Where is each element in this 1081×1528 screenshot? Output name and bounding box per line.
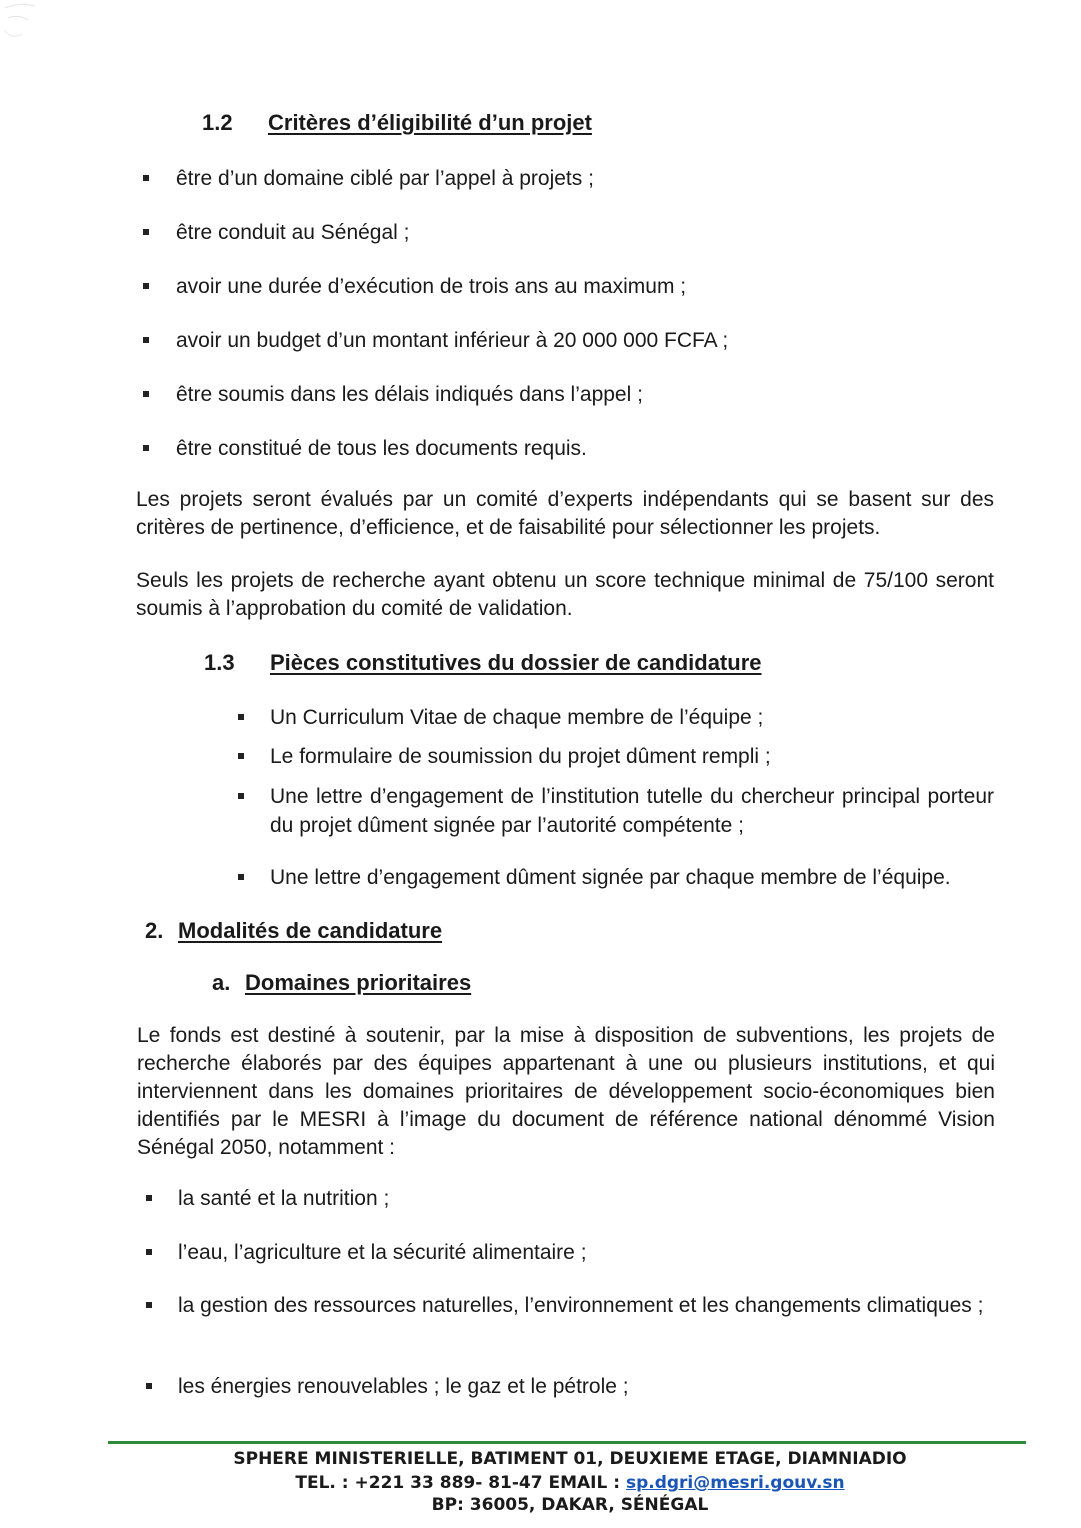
footer-email-link[interactable]: sp.dgri@mesri.gouv.sn <box>625 1473 845 1493</box>
footer-tel: TEL. : +221 33 889- 81-47 EMAIL : <box>295 1473 626 1493</box>
list-item-text: Un Curriculum Vitae de chaque membre de l’équipe ; <box>270 706 764 729</box>
scan-smudge <box>0 0 60 70</box>
footer-contact <box>100 1473 1040 1493</box>
list-item-text: la gestion des ressources naturelles, l’environnement et les changements climatiques ; <box>178 1294 984 1317</box>
section-title: Domaines prioritaires <box>245 970 472 995</box>
bullet-icon <box>143 445 149 451</box>
bullet-icon <box>146 1195 152 1201</box>
section-title: Modalités de candidature <box>178 918 443 943</box>
bullet-icon <box>146 1383 152 1389</box>
bullet-icon <box>238 874 244 880</box>
section-heading-1-3 <box>204 650 762 676</box>
bullet-icon <box>238 793 244 799</box>
section-title: Pièces constitutives du dossier de candidature <box>270 650 762 675</box>
paragraph-evaluation: Les projets seront évalués par un comité d’experts indépendants qui se basent sur des critères de pertinence, d’efficience, et de faisabilité pour sélectionner les projets. <box>136 488 994 539</box>
footer-address: SPHERE MINISTERIELLE, BATIMENT 01, DEUXIEME ETAGE, DIAMNIADIO <box>233 1449 907 1469</box>
section-heading-2 <box>145 918 442 944</box>
list-item-text: les énergies renouvelables ; le gaz et le pétrole ; <box>178 1375 629 1398</box>
section-number: a. <box>212 970 231 995</box>
list-item-text: la santé et la nutrition ; <box>178 1187 390 1210</box>
bullet-icon <box>143 283 149 289</box>
section-number: 1.3 <box>204 650 235 675</box>
list-item-text: Le formulaire de soumission du projet dûment rempli ; <box>270 745 771 768</box>
list-item-text: l’eau, l’agriculture et la sécurité alimentaire ; <box>178 1241 587 1264</box>
section-number: 1.2 <box>202 110 233 135</box>
list-item-text: Une lettre d’engagement dûment signée par chaque membre de l’équipe. <box>270 866 951 889</box>
paragraph-fund: Le fonds est destiné à soutenir, par la mise à disposition de subventions, les projets de recherche élaborés par des équipes appartenant à une ou plusieurs institutions, et qui interviennent dans les domaines prioritaires de développement socio-économiques bien identifiés par le MESRI à l’image du document de référence national dénommé Vision Sénégal 2050, notamment : <box>137 1024 995 1159</box>
section-heading-2a <box>212 970 471 996</box>
footer-bp: BP: 36005, DAKAR, SÉNÉGAL <box>431 1495 709 1515</box>
list-item-text: Une lettre d’engagement de l’institution tutelle du chercheur principal porteur du projet dûment signée par l’autorité compétente ; <box>270 785 994 837</box>
list-item-text: avoir un budget d’un montant inférieur à 20 000 000 FCFA ; <box>176 329 729 352</box>
list-item-text: avoir une durée d’exécution de trois ans au maximum ; <box>176 275 687 298</box>
list-item-text: être soumis dans les délais indiqués dans l’appel ; <box>176 383 643 406</box>
footer-rule <box>108 1441 1026 1444</box>
list-item-text: être d’un domaine ciblé par l’appel à projets ; <box>176 167 594 190</box>
section-title: Critères d’éligibilité d’un projet <box>268 110 592 135</box>
bullet-icon <box>143 229 149 235</box>
paragraph-score: Seuls les projets de recherche ayant obtenu un score technique minimal de 75/100 seront soumis à l’approbation du comité de validation. <box>136 569 994 620</box>
bullet-icon <box>238 714 244 720</box>
bullet-icon <box>143 337 149 343</box>
bullet-icon <box>146 1249 152 1255</box>
bullet-icon <box>146 1302 152 1308</box>
section-number: 2. <box>145 918 164 943</box>
list-item-text: être constitué de tous les documents requis. <box>176 437 587 460</box>
bullet-icon <box>143 391 149 397</box>
section-heading-1-2 <box>202 110 592 136</box>
bullet-icon <box>143 175 149 181</box>
bullet-icon <box>238 753 244 759</box>
list-item-text: être conduit au Sénégal ; <box>176 221 410 244</box>
